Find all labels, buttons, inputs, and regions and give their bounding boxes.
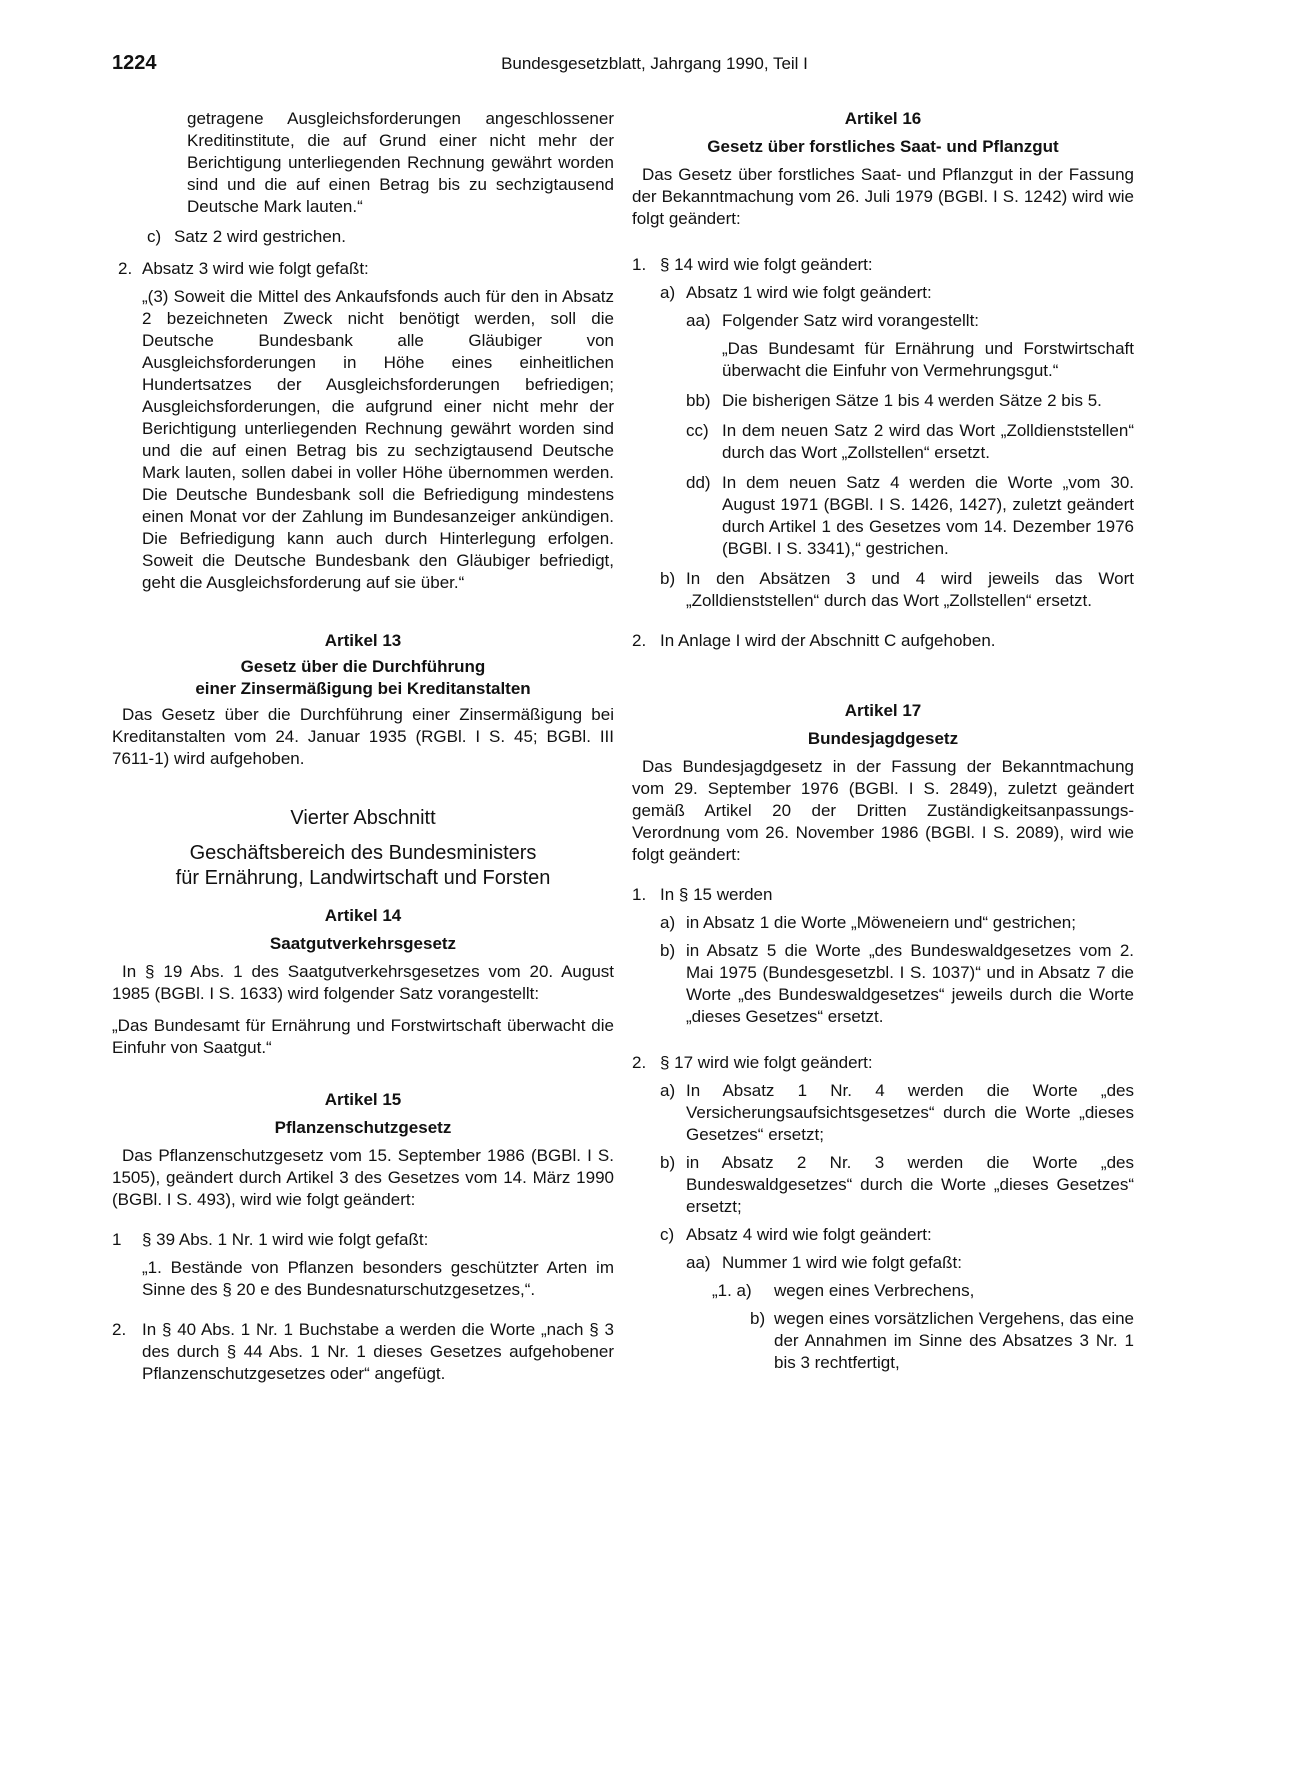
article-14-subtitle: Saatgutverkehrsgesetz — [269, 934, 457, 953]
chapter-title: Vierter Abschnitt — [290, 807, 436, 829]
article-17-item-2c — [660, 1224, 1134, 1246]
article-17-item-2b — [660, 1152, 1134, 1218]
item-text: in Absatz 2 Nr. 3 werden die Worte „des Bundeswaldgesetzes“ durch die Worte „dieses Gesetzes“ ersetzt; — [686, 1153, 1134, 1216]
item-label: b) — [750, 1309, 766, 1328]
item-label: a) — [660, 1081, 676, 1100]
item-label: 1. — [632, 255, 647, 274]
page-header — [112, 52, 1197, 82]
article-17-subtitle: Bundesjagdgesetz — [807, 729, 959, 748]
item-text: Nummer 1 wird wie folgt gefaßt: — [722, 1253, 962, 1272]
article-16-title: Artikel 16 — [844, 109, 922, 128]
item-text: Folgender Satz wird vorangestellt: — [722, 311, 980, 330]
item-label: a) — [660, 913, 676, 932]
item-label: 1 — [112, 1230, 122, 1249]
item-label: 2. — [118, 259, 133, 278]
article-16-item-1b — [660, 568, 1134, 612]
item-text: Satz 2 wird gestrichen. — [174, 227, 346, 246]
continued-quote: getragene Ausgleichsforderungen angeschlossener Kreditinstitute, die auf Grund einer nicht mehr der Berichtigung unterliegenden Rechnung gewährt worden sind und die auf einen Betrag bis zu sechzigtausend Deutsche Mark lauten.“ — [187, 109, 614, 216]
item-text: In § 40 Abs. 1 Nr. 1 Buchstabe a werden die Worte „nach § 3 des durch § 44 Abs. 1 Nr. 1 dieses Gesetzes aufgehobener Pflanzenschutzgesetzes oder“ angefügt. — [142, 1320, 614, 1383]
article-14-title: Artikel 14 — [324, 906, 402, 925]
article-17-title: Artikel 17 — [844, 701, 922, 720]
right-column — [632, 108, 1134, 1374]
item-text: § 14 wird wie folgt geändert: — [660, 255, 873, 274]
article-15-item-1 — [112, 1229, 614, 1251]
item-text: Absatz 4 wird wie folgt geändert: — [686, 1225, 932, 1244]
article-13-subtitle-2: einer Zinsermäßigung bei Kreditanstalten — [195, 679, 531, 698]
article-15-text: Das Pflanzenschutzgesetz vom 15. September 1986 (BGBl. I S. 1505), geändert durch Artikel 3 des Gesetzes vom 14. März 1990 (BGBl. I S. 493), wird wie folgt geändert: — [112, 1146, 614, 1209]
item-label: 2. — [112, 1320, 127, 1339]
item-label: cc) — [686, 421, 709, 440]
item-label: bb) — [686, 391, 711, 410]
item-text: Absatz 1 wird wie folgt geändert: — [686, 283, 932, 302]
article-16-item-cc — [686, 420, 1134, 464]
item-text: wegen eines vorsätzlichen Vergehens, das eine der Annahmen im Sinne des Absatzes 3 Nr. 1 bis 3 rechtfertigt, — [774, 1309, 1134, 1372]
article-16-item-2 — [632, 630, 1134, 652]
article-13-subtitle-1: Gesetz über die Durchführung — [240, 657, 486, 676]
article-16-item-1a — [660, 282, 1134, 304]
item-text: Absatz 3 wird wie folgt gefaßt: — [142, 259, 369, 278]
page-number: 1224 — [112, 52, 157, 74]
item-text: In den Absätzen 3 und 4 wird jeweils das Wort „Zolldienststellen“ durch das Wort „Zollstellen“ ersetzt. — [686, 569, 1134, 610]
article-17-item-1b — [660, 940, 1134, 1028]
article-17-item-2c-aa — [686, 1252, 1134, 1274]
list-item-2 — [118, 258, 614, 280]
article-14-quote: „Das Bundesamt für Ernährung und Forstwirtschaft überwacht die Einfuhr von Saatgut.“ — [112, 1016, 614, 1057]
list-item-c — [147, 226, 614, 248]
item-label: b) — [660, 941, 676, 960]
item-text: wegen eines Verbrechens, — [774, 1281, 975, 1300]
article-17-item-1 — [632, 884, 1134, 906]
article-13-title: Artikel 13 — [324, 631, 402, 650]
item-label: b) — [660, 1153, 676, 1172]
article-16-item-aa — [686, 310, 1134, 332]
item-text: In § 15 werden — [660, 885, 773, 904]
item-label: a) — [660, 283, 676, 302]
item-label: aa) — [686, 311, 711, 330]
item-label: c) — [147, 227, 162, 246]
quote-item-1a — [712, 1280, 1134, 1302]
item-text: Die bisherigen Sätze 1 bis 4 werden Sätze 2 bis 5. — [722, 391, 1102, 410]
article-15-item-2 — [112, 1319, 614, 1385]
item-label: dd) — [686, 473, 711, 492]
article-15-subtitle: Pflanzenschutzgesetz — [274, 1118, 452, 1137]
article-16-item-dd — [686, 472, 1134, 560]
item-text: in Absatz 1 die Worte „Möweneiern und“ gestrichen; — [686, 913, 1076, 932]
article-17-text: Das Bundesjagdgesetz in der Fassung der Bekanntmachung vom 29. September 1976 (BGBl. I S. 2849), zuletzt geändert gemäß Artikel 20 der Dritten Zuständigkeitsanpassungs-Verordnung vom 26. November 1986 (BGBl. I S. 2089), wird wie folgt geändert: — [632, 757, 1134, 864]
item-label: 1. — [632, 885, 647, 904]
item-label: c) — [660, 1225, 675, 1244]
item-text: In Absatz 1 Nr. 4 werden die Worte „des Versicherungsaufsichtsgesetzes“ durch die Worte „dieses Gesetzes“ ersetzt; — [686, 1081, 1134, 1144]
item-text: In dem neuen Satz 2 wird das Wort „Zolldienststellen“ durch das Wort „Zollstellen“ ersetzt. — [722, 421, 1134, 462]
article-16-item-aa-quote: „Das Bundesamt für Ernährung und Forstwirtschaft überwacht die Einfuhr von Vermehrungsgut.“ — [722, 339, 1134, 380]
item-label: 2. — [632, 631, 647, 650]
item-label: 2. — [632, 1053, 647, 1072]
article-15-item-1-quote: „1. Bestände von Pflanzen besonders geschützter Arten im Sinne des § 20 e des Bundesnaturschutzgesetzes,“. — [142, 1258, 614, 1299]
item-text: in Absatz 5 die Worte „des Bundeswaldgesetzes vom 2. Mai 1975 (Bundesgesetzbl. I S. 1037)“ und in Absatz 7 die Worte „des Bundeswaldgesetzes“ jeweils durch die Worte „dieses Gesetzes“ ersetzt. — [686, 941, 1134, 1026]
quote-item-1b — [750, 1308, 1134, 1374]
item-label: „1. a) — [712, 1281, 752, 1300]
item-label: aa) — [686, 1253, 711, 1272]
article-16-item-bb — [686, 390, 1134, 412]
article-16-subtitle: Gesetz über forstliches Saat- und Pflanzgut — [707, 137, 1059, 156]
left-column — [112, 108, 614, 1385]
article-14-text: In § 19 Abs. 1 des Saatgutverkehrsgesetzes vom 20. August 1985 (BGBl. I S. 1633) wird folgender Satz vorangestellt: — [112, 962, 614, 1003]
article-13-text: Das Gesetz über die Durchführung einer Zinsermäßigung bei Kreditanstalten vom 24. Januar 1935 (RGBl. I S. 45; BGBl. III 7611-1) wird aufgehoben. — [112, 705, 614, 768]
article-16-item-1 — [632, 254, 1134, 276]
item-text: § 39 Abs. 1 Nr. 1 wird wie folgt gefaßt: — [142, 1230, 429, 1249]
chapter-subtitle-2: für Ernährung, Landwirtschaft und Forsten — [175, 867, 551, 889]
article-17-item-2 — [632, 1052, 1134, 1074]
item-text: In dem neuen Satz 4 werden die Worte „vom 30. August 1971 (BGBl. I S. 1426, 1427), zuletzt geändert durch Artikel 1 des Gesetzes vom 14. Dezember 1976 (BGBl. I S. 3341),“ gestrichen. — [722, 473, 1134, 558]
article-17-item-1a — [660, 912, 1134, 934]
quote-absatz-3: „(3) Soweit die Mittel des Ankaufsfonds auch für den in Absatz 2 bezeichneten Zweck nicht benötigt werden, soll die Deutsche Bundesbank alle Gläubiger von Ausgleichsforderungen in Höhe eines einheitlichen Hundertsatzes der Ausgleichsforderungen befriedigen; Ausgleichsforderungen, die aufgrund einer nicht mehr der Berichtigung unterliegenden Rechnung gewährt worden sind und die auf einen Betrag bis zu sechzigtausend Deutsche Mark lauten, sollen dabei in voller Höhe übernommen werden. Die Deutsche Bundesbank soll die Befriedigung mindestens einen Monat vor der Zahlung im Bundesanzeiger ankündigen. Die Befriedigung kann auch durch Hinterlegung erfolgen. Soweit die Deutsche Bundesbank den Gläubiger befriedigt, geht die Ausgleichsforderung auf sie über.“ — [142, 287, 614, 592]
chapter-subtitle-1: Geschäftsbereich des Bundesministers — [189, 842, 537, 864]
item-text: § 17 wird wie folgt geändert: — [660, 1053, 873, 1072]
article-17-item-2a — [660, 1080, 1134, 1146]
article-15-title: Artikel 15 — [324, 1090, 402, 1109]
item-text: In Anlage I wird der Abschnitt C aufgehoben. — [660, 631, 996, 650]
running-title: Bundesgesetzblatt, Jahrgang 1990, Teil I — [501, 54, 808, 73]
item-label: b) — [660, 569, 676, 588]
article-16-text: Das Gesetz über forstliches Saat- und Pflanzgut in der Fassung der Bekanntmachung vom 26. Juli 1979 (BGBl. I S. 1242) wird wie folgt geändert: — [632, 165, 1134, 228]
